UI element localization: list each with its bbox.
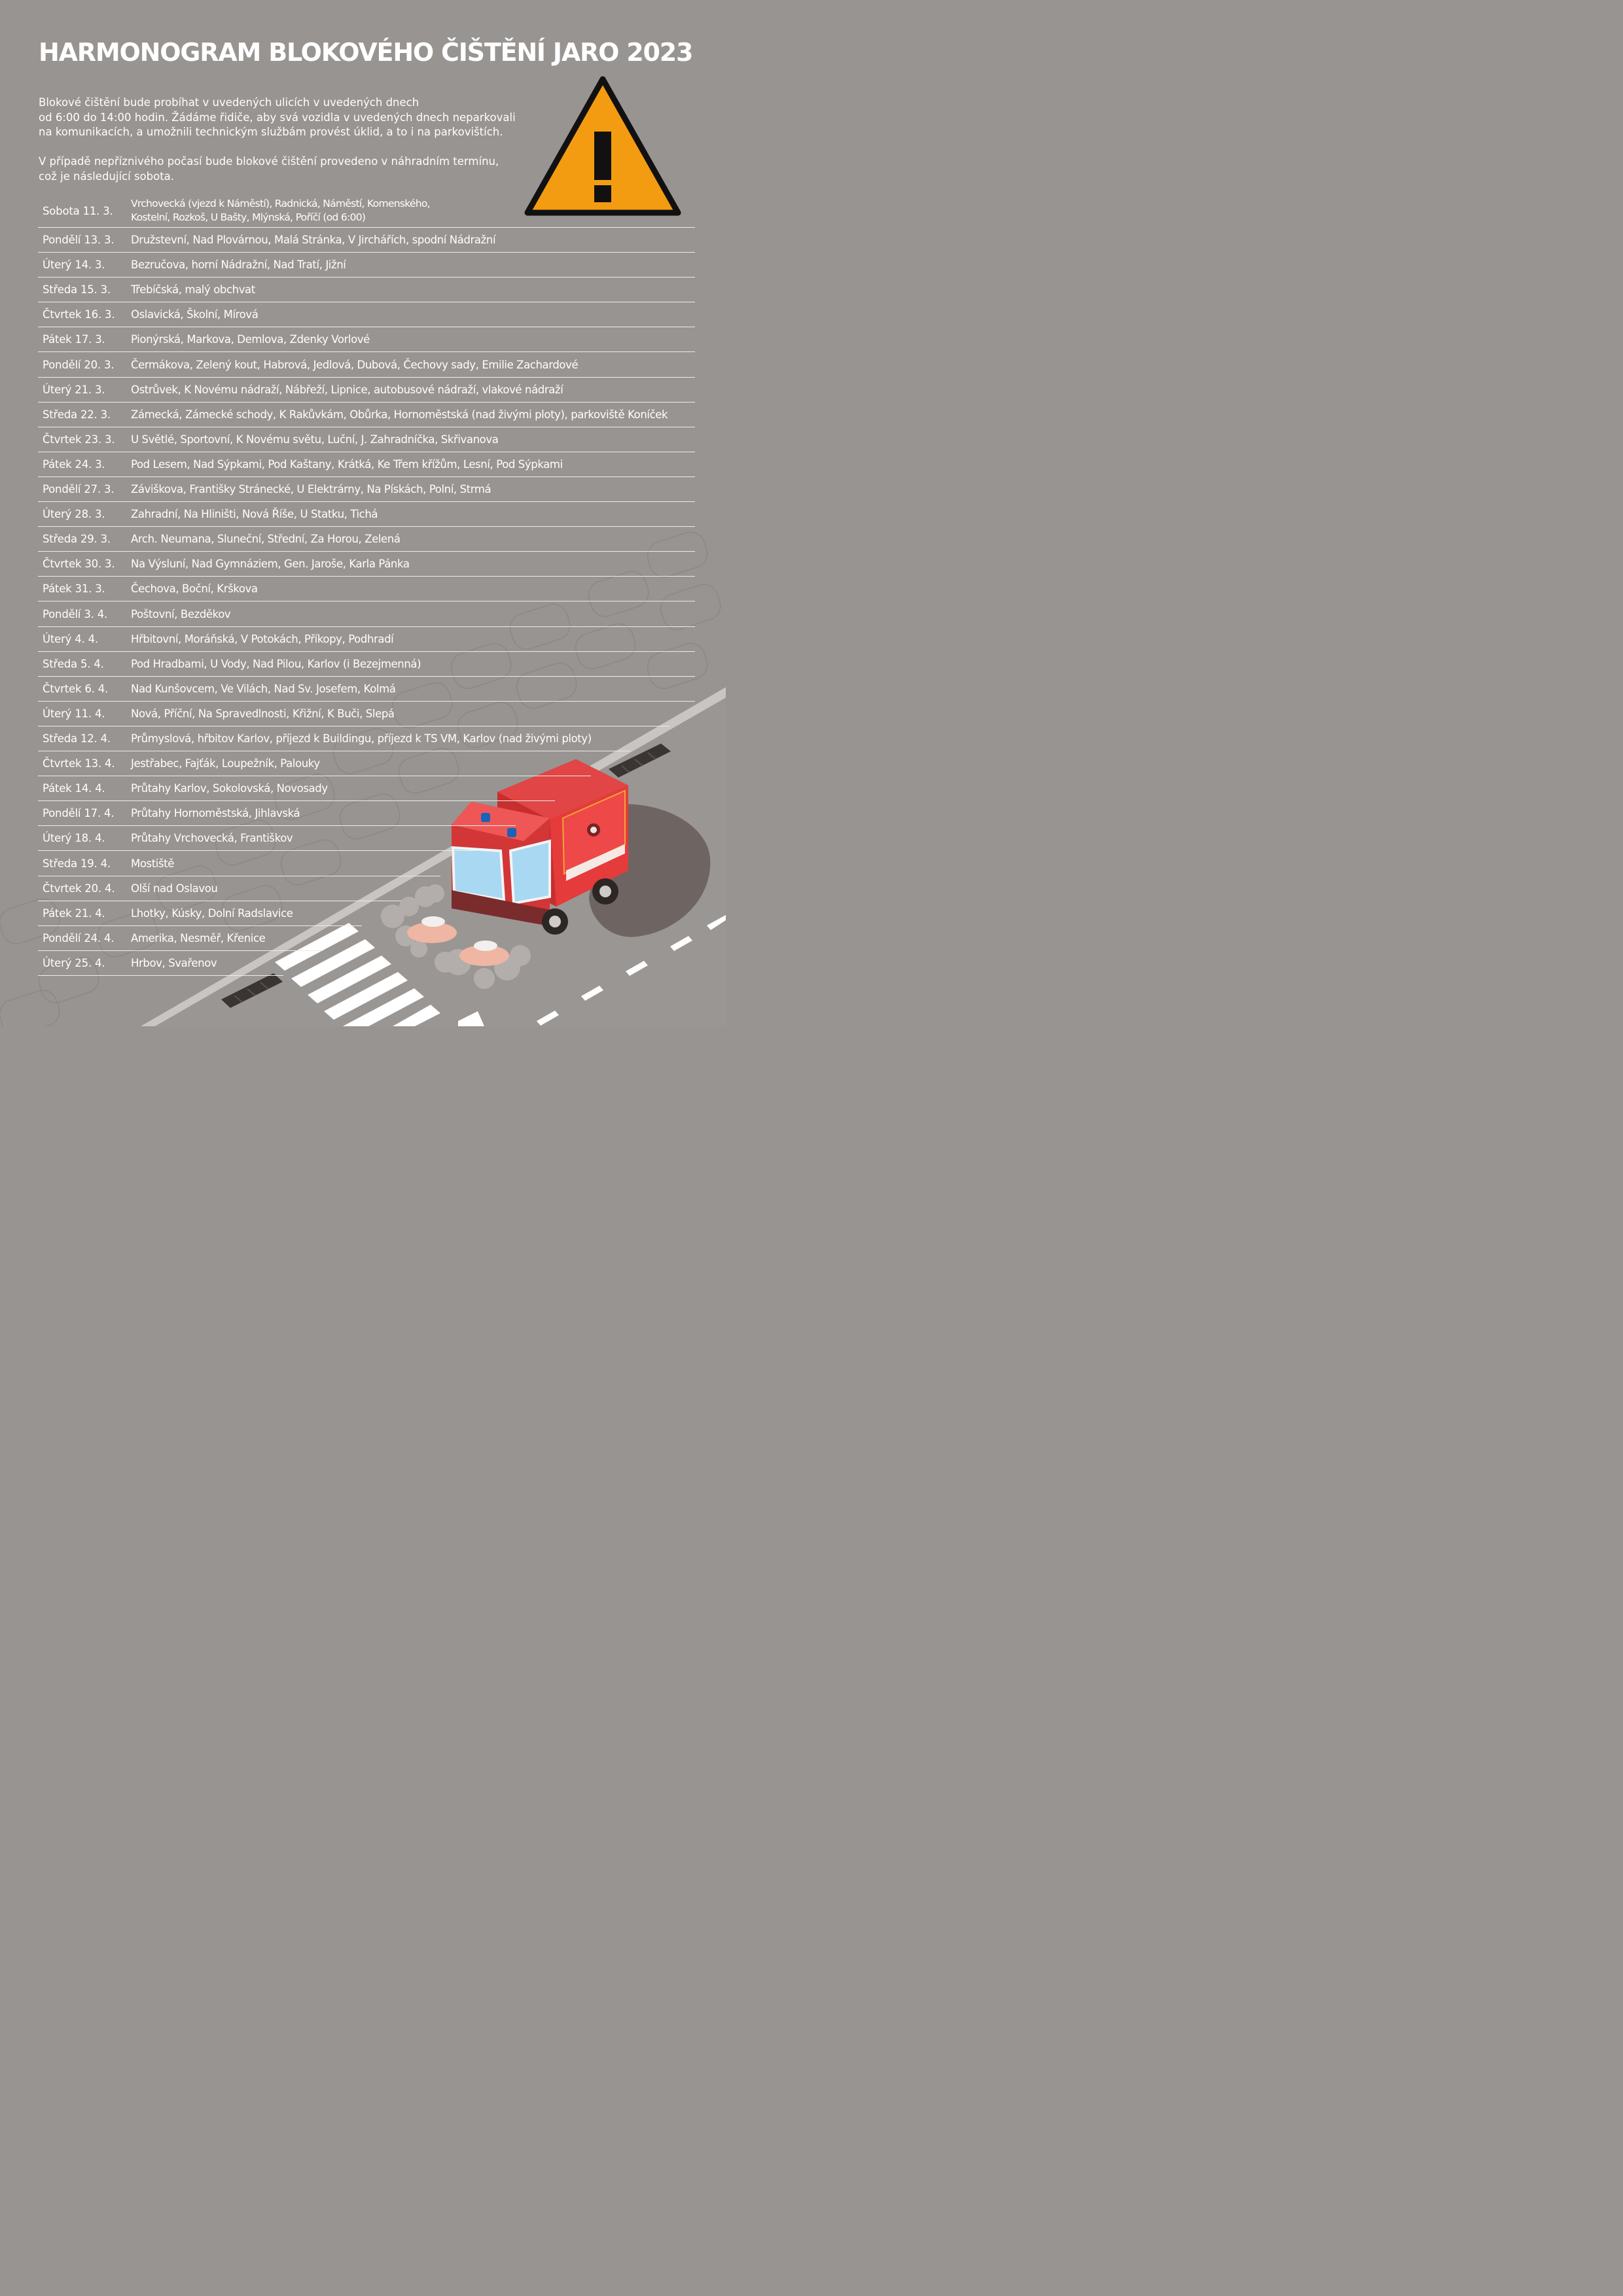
weather-note — [39, 154, 562, 184]
schedule-row — [38, 876, 401, 901]
schedule-streets — [131, 682, 395, 696]
street-list-line: Čermákova, Zelený kout, Habrová, Jedlová, Dubová, Čechovy sady, Emilie Zachardové — [131, 358, 579, 371]
schedule-date: Středa 22. 3. — [43, 408, 111, 421]
schedule-row — [38, 776, 555, 801]
schedule-row — [38, 577, 695, 601]
street-list-line: Kostelní, Rozkoš, U Bašty, Mlýnská, Poříčí (od 6:00) — [131, 211, 366, 223]
schedule-streets — [131, 233, 495, 247]
schedule-row — [38, 627, 695, 652]
street-list-line: Nad Kunšovcem, Ve Vilách, Nad Sv. Josefem, Kolmá — [131, 682, 396, 695]
schedule-row — [38, 852, 440, 876]
schedule-row — [38, 726, 630, 751]
street-list-line: Průtahy Hornoměstská, Jihlavská — [131, 807, 300, 820]
street-list-line: Průtahy Karlov, Sokolovská, Novosady — [131, 782, 328, 795]
schedule-row — [38, 427, 695, 452]
schedule-date: Sobota 11. 3. — [43, 204, 113, 217]
schedule-streets — [131, 433, 498, 446]
schedule-row — [38, 527, 695, 552]
schedule-date: Pátek 31. 3. — [43, 583, 105, 596]
street-list-line: Pod Hradbami, U Vody, Nad Pilou, Karlov (i Bezejmenná) — [131, 657, 421, 670]
schedule-row — [38, 826, 476, 851]
schedule-streets — [131, 197, 430, 224]
schedule-date: Středa 15. 3. — [43, 283, 111, 296]
street-list-line: Oslavická, Školní, Mírová — [131, 308, 259, 321]
schedule-row — [38, 403, 695, 427]
schedule-row — [38, 378, 695, 403]
street-list-line: Poštovní, Bezděkov — [131, 607, 231, 620]
street-list-line: Nová, Příční, Na Spravedlnosti, Křižní, K Buči, Slepá — [131, 707, 395, 720]
schedule-row — [38, 652, 695, 677]
street-list-line: Jestřabec, Fajťák, Loupežník, Palouky — [131, 757, 320, 770]
schedule-row — [38, 602, 695, 627]
schedule-date: Pondělí 24. 4. — [43, 931, 115, 944]
intro-line: na komunikacích, a umožnili technickým službám provést úklid, a to i na parkovištích. — [39, 126, 503, 138]
street-list-line: Pionýrská, Markova, Demlova, Zdenky Vorlové — [131, 333, 370, 346]
street-list-line: Arch. Neumana, Sluneční, Střední, Za Horou, Zelená — [131, 533, 401, 546]
schedule-row — [38, 901, 362, 926]
schedule-row — [38, 278, 695, 302]
street-list-line: Průmyslová, hřbitov Karlov, příjezd k Buildingu, příjezd k TS VM, Karlov (nad živými ploty) — [131, 732, 592, 745]
schedule-date: Pátek 21. 4. — [43, 906, 105, 920]
schedule-date: Středa 5. 4. — [43, 657, 104, 670]
schedule-date: Čtvrtek 20. 4. — [43, 882, 115, 895]
weather-note-line: V případě nepříznivého počasí bude blokové čištění provedeno v náhradním termínu, — [39, 155, 499, 168]
schedule-row — [38, 327, 695, 352]
schedule-date: Úterý 11. 4. — [43, 707, 105, 720]
schedule-streets — [131, 882, 217, 895]
schedule-streets — [131, 956, 217, 970]
page-title: HARMONOGRAM BLOKOVÉHO ČIŠTĚNÍ JARO 2023 — [39, 38, 693, 67]
schedule-row — [38, 477, 695, 502]
schedule-streets — [131, 931, 265, 945]
street-list-line: Průtahy Vrchovecká, Františkov — [131, 832, 293, 845]
intro-line: od 6:00 do 14:00 hodin. Žádáme řidiče, aby svá vozidla v uvedených dnech neparkovali — [39, 111, 516, 124]
schedule-date: Pátek 24. 3. — [43, 457, 105, 471]
schedule-row — [38, 502, 695, 527]
schedule-streets — [131, 657, 421, 671]
street-list-line: Pod Lesem, Nad Sýpkami, Pod Kaštany, Krátká, Ke Třem křížům, Lesní, Pod Sýpkami — [131, 457, 563, 471]
street-list-line: Čechova, Boční, Krškova — [131, 583, 258, 596]
street-list-line: Mostiště — [131, 857, 174, 870]
street-list-line: Lhotky, Kúsky, Dolní Radslavice — [131, 906, 293, 920]
schedule-streets — [131, 457, 563, 471]
schedule-streets — [131, 532, 401, 546]
schedule-date: Čtvrtek 6. 4. — [43, 682, 109, 695]
schedule-streets — [131, 732, 592, 745]
schedule-streets — [131, 757, 320, 770]
schedule-date: Čtvrtek 23. 3. — [43, 433, 115, 446]
schedule-streets — [131, 781, 328, 795]
schedule-row — [38, 926, 323, 951]
schedule-date: Úterý 14. 3. — [43, 259, 105, 272]
schedule-row — [38, 302, 695, 327]
schedule-date: Čtvrtek 13. 4. — [43, 757, 115, 770]
schedule-date: Úterý 21. 3. — [43, 383, 105, 396]
schedule-streets — [131, 632, 393, 646]
street-list-line: Vrchovecká (vjezd k Náměstí), Radnická, Náměstí, Komenského, — [131, 198, 430, 209]
intro-line: Blokové čištění bude probíhat v uvedených ulicích v uvedených dnech — [39, 96, 419, 109]
intro-paragraph — [39, 96, 562, 140]
schedule-row — [38, 677, 695, 702]
schedule-date: Čtvrtek 16. 3. — [43, 308, 115, 321]
schedule-row — [38, 194, 695, 228]
schedule-row — [38, 253, 695, 278]
schedule-streets — [131, 408, 668, 422]
street-list-line: Záviškova, Františky Stránecké, U Elektrárny, Na Pískách, Polní, Strmá — [131, 483, 491, 496]
schedule-row — [38, 552, 695, 577]
street-list-line: Ostrůvek, K Novému nádraží, Nábřeží, Lipnice, autobusové nádraží, vlakové nádraží — [131, 383, 563, 396]
street-list-line: Zámecká, Zámecké schody, K Rakůvkám, Obůrka, Hornoměstská (nad živými ploty), parkoviště Koníček — [131, 408, 668, 421]
schedule-streets — [131, 806, 300, 820]
schedule-streets — [131, 557, 410, 571]
street-list-line: Olší nad Oslavou — [131, 882, 218, 895]
schedule-date: Úterý 25. 4. — [43, 956, 105, 969]
schedule-row — [38, 702, 669, 726]
schedule-date: Pondělí 13. 3. — [43, 234, 115, 247]
street-list-line: Amerika, Nesměř, Křenice — [131, 931, 266, 944]
schedule-streets — [131, 906, 293, 920]
schedule-streets — [131, 607, 230, 621]
schedule-streets — [131, 857, 174, 870]
schedule-date: Pondělí 27. 3. — [43, 483, 115, 496]
schedule-streets — [131, 707, 395, 721]
schedule-date: Úterý 18. 4. — [43, 832, 105, 845]
schedule-streets — [131, 358, 578, 372]
schedule-row — [38, 228, 695, 253]
schedule-date: Středa 29. 3. — [43, 533, 111, 546]
schedule-date: Pondělí 20. 3. — [43, 358, 115, 371]
schedule-streets — [131, 831, 293, 845]
schedule-date: Čtvrtek 30. 3. — [43, 558, 115, 571]
weather-note-line: což je následující sobota. — [39, 170, 175, 183]
street-list-line: Zahradní, Na Hliništi, Nová Říše, U Statku, Tichá — [131, 508, 378, 521]
schedule-date: Středa 19. 4. — [43, 857, 111, 870]
schedule-streets — [131, 332, 370, 346]
schedule-date: Pondělí 3. 4. — [43, 607, 108, 620]
schedule-date: Pátek 14. 4. — [43, 782, 105, 795]
schedule-row — [38, 751, 591, 776]
street-list-line: Družstevní, Nad Plovárnou, Malá Stránka, V Jirchářích, spodní Nádražní — [131, 234, 496, 247]
schedule-streets — [131, 482, 491, 496]
schedule-streets — [131, 582, 258, 596]
schedule-streets — [131, 283, 255, 296]
schedule-row — [38, 801, 516, 826]
schedule-date: Středa 12. 4. — [43, 732, 111, 745]
street-list-line: Hřbitovní, Moráňská, V Potokách, Příkopy, Podhradí — [131, 632, 394, 645]
schedule-date: Úterý 28. 3. — [43, 508, 105, 521]
schedule-streets — [131, 507, 378, 521]
street-list-line: Třebíčská, malý obchvat — [131, 283, 255, 296]
street-list-line: Bezručova, horní Nádražní, Nad Tratí, Jižní — [131, 259, 346, 272]
schedule-streets — [131, 383, 563, 397]
street-list-line: Na Výsluní, Nad Gymnáziem, Gen. Jaroše, Karla Pánka — [131, 558, 410, 571]
schedule-row — [38, 951, 283, 976]
schedule-streets — [131, 308, 258, 321]
schedule-date: Pátek 17. 3. — [43, 333, 105, 346]
schedule-streets — [131, 258, 346, 272]
schedule-date: Úterý 4. 4. — [43, 632, 99, 645]
schedule-row — [38, 353, 695, 378]
street-list-line: Hrbov, Svařenov — [131, 956, 217, 969]
street-list-line: U Světlé, Sportovní, K Novému světu, Luční, J. Zahradníčka, Skřivanova — [131, 433, 499, 446]
poster — [0, 0, 726, 1026]
schedule-row — [38, 452, 695, 477]
schedule-date: Pondělí 17. 4. — [43, 807, 115, 820]
